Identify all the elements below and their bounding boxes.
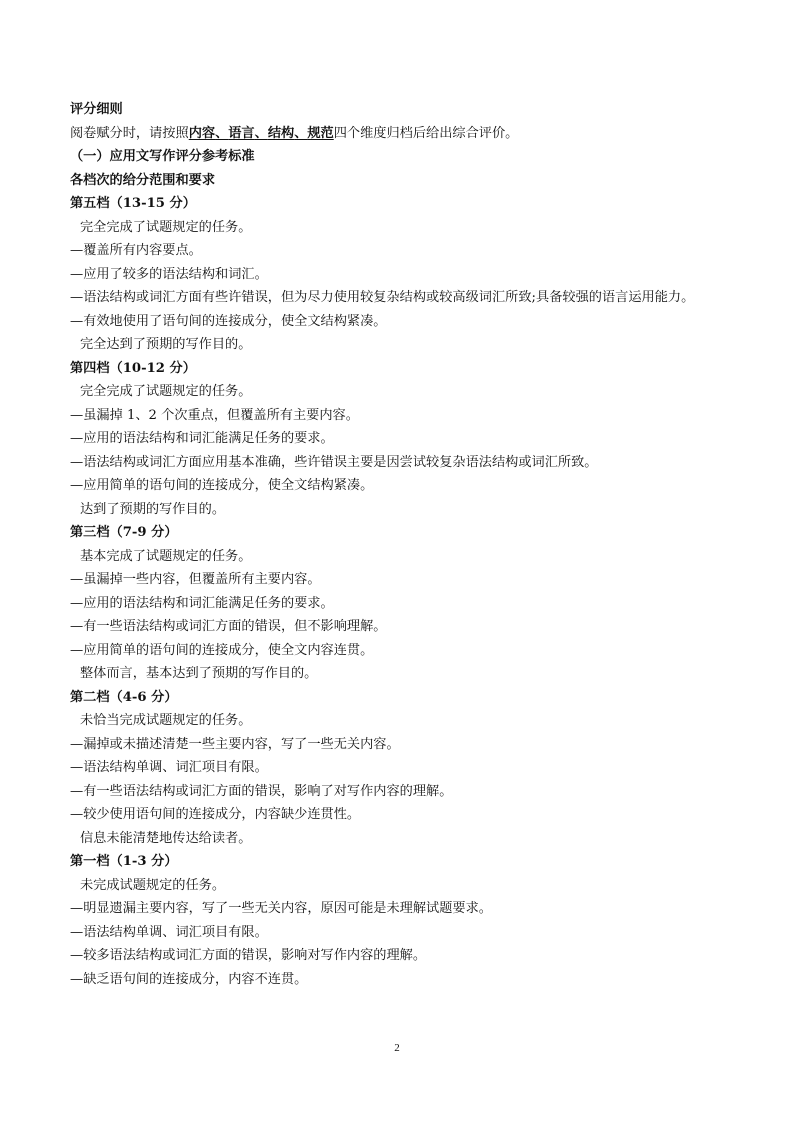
grade-heading: 第二档（4-6 分） <box>70 689 178 705</box>
grade-summary-line: 信息未能清楚地传达给读者。 <box>80 830 252 846</box>
grade-summary-line: 完全完成了试题规定的任务。 <box>80 219 252 235</box>
dimension-separator: 、 <box>254 125 268 141</box>
grade-criterion-line: —虽漏掉 1、2 个次重点，但覆盖所有主要内容。 <box>70 407 359 423</box>
grade-heading: 第五档（13-15 分） <box>70 196 196 211</box>
grade-criterion-line: —漏掉或未描述清楚一些主要内容，写了一些无关内容。 <box>70 736 400 752</box>
dimension-separator: 、 <box>215 125 229 141</box>
grade-criterion-line: —明显遗漏主要内容，写了一些无关内容，原因可能是未理解试题要求。 <box>70 901 492 916</box>
grade-criterion-line: —应用简单的语句间的连接成分，使全文内容连贯。 <box>70 642 374 658</box>
page-number: 2 <box>394 1042 400 1054</box>
grade-summary-line: 完全完成了试题规定的任务。 <box>80 384 252 399</box>
grade-criterion-line: —语法结构单调、词汇项目有限。 <box>70 924 268 940</box>
grade-criterion-line: —有效地使用了语句间的连接成分，使全文结构紧凑。 <box>70 313 387 329</box>
grade-summary-line: 基本完成了试题规定的任务。 <box>80 548 252 564</box>
grade-heading: 第四档（10-12 分） <box>70 360 196 376</box>
grade-criterion-line: —缺乏语句间的连接成分，内容不连贯。 <box>70 971 308 987</box>
grade-summary-line: 未完成试题规定的任务。 <box>80 877 226 893</box>
grade-criterion-line: —有一些语法结构或词汇方面的错误，但不影响理解。 <box>70 619 387 634</box>
grade-criterion-line: —有一些语法结构或词汇方面的错误，影响了对写作内容的理解。 <box>70 783 453 799</box>
grade-criterion-line: —语法结构或词汇方面应用基本准确，些许错误主要是因尝试较复杂语法结构或词汇所致。 <box>70 454 598 470</box>
grade-criterion-line: —覆盖所有内容要点。 <box>70 243 202 258</box>
dimension-content: 内容 <box>188 125 216 141</box>
grade-list <box>70 192 740 991</box>
grade-section <box>70 521 740 686</box>
dimension-norms: 规范 <box>307 125 334 141</box>
section-heading: （一）应用文写作评分参考标准 <box>70 149 255 164</box>
grade-summary-line: 未恰当完成试题规定的任务。 <box>80 713 252 728</box>
intro-paragraph <box>70 122 740 146</box>
grade-summary-line: 完全达到了预期的写作目的。 <box>80 337 252 352</box>
grade-section <box>70 850 740 991</box>
grade-heading: 第一档（1-3 分） <box>70 854 178 869</box>
grade-heading: 第三档（7-9 分） <box>70 525 178 540</box>
grade-criterion-line: —较少使用语句间的连接成分，内容缺少连贯性。 <box>70 807 361 822</box>
document-body <box>70 98 740 991</box>
grade-criterion-line: —应用的语法结构和词汇能满足任务的要求。 <box>70 595 334 611</box>
grade-section <box>70 686 740 851</box>
grade-criterion-line: —应用简单的语句间的连接成分，使全文结构紧凑。 <box>70 478 374 493</box>
dimension-language: 语言 <box>228 125 255 141</box>
document-title: 评分细则 <box>70 102 123 117</box>
dimension-separator: 、 <box>294 125 308 141</box>
grade-criterion-line: —应用的语法结构和词汇能满足任务的要求。 <box>70 431 334 446</box>
grade-summary-line: 达到了预期的写作目的。 <box>80 501 226 517</box>
grade-criterion-line: —应用了较多的语法结构和词汇。 <box>70 266 268 282</box>
grade-section <box>70 192 740 357</box>
grade-summary-line: 整体而言，基本达到了预期的写作目的。 <box>80 666 318 681</box>
grade-criterion-line: —虽漏掉一些内容，但覆盖所有主要内容。 <box>70 572 321 587</box>
intro-prefix: 阅卷赋分时，请按照 <box>70 125 189 141</box>
grade-criterion-line: —语法结构单调、词汇项目有限。 <box>70 760 268 775</box>
subheading: 各档次的给分范围和要求 <box>70 172 216 188</box>
grade-criterion-line: —语法结构或词汇方面有些许错误，但为尽力使用较复杂结构或较高级词汇所致;具备较强的语言运用能力。 <box>70 290 695 305</box>
grade-criterion-line: —较多语法结构或词汇方面的错误，影响对写作内容的理解。 <box>70 948 427 963</box>
dimension-structure: 结构 <box>267 125 295 141</box>
grade-section <box>70 357 740 522</box>
intro-suffix: 四个维度归档后给出综合评价。 <box>333 125 519 141</box>
